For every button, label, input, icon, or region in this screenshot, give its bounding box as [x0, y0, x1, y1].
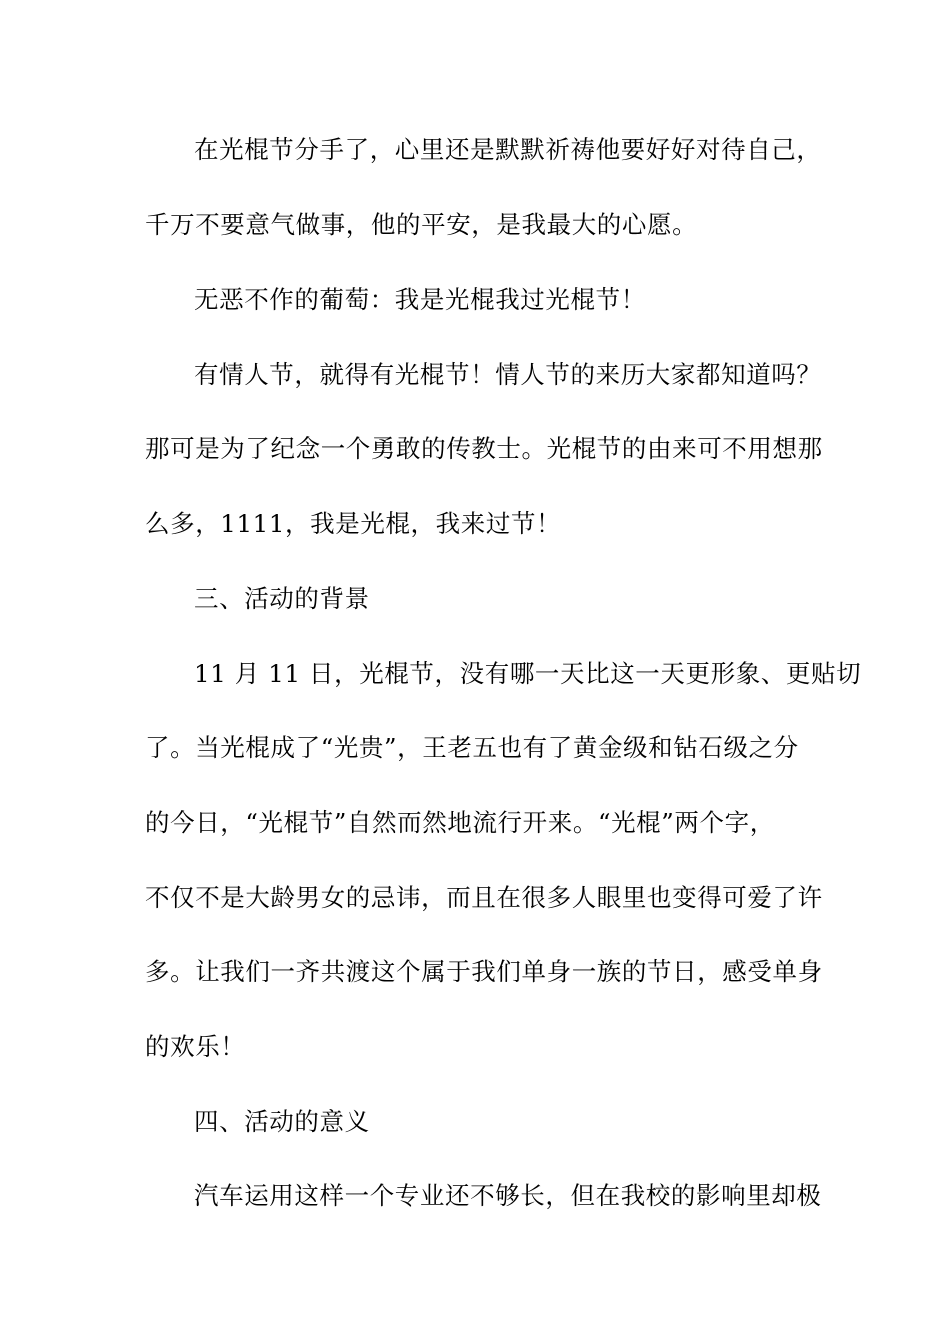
paragraph-line: 11 月 11 日，光棍节，没有哪一天比这一天更形象、更贴切: [194, 659, 862, 688]
paragraph-line: 那可是为了纪念一个勇敢的传教士。光棍节的由来可不用想那: [145, 434, 823, 463]
paragraph-line: 在光棍节分手了，心里还是默默祈祷他要好好对待自己，: [194, 135, 822, 164]
paragraph-line: 了。当光棍成了“光贵”，王老五也有了黄金级和钻石级之分: [145, 733, 799, 762]
paragraph-line: 么多，1111，我是光棍，我来过节！: [145, 509, 562, 538]
paragraph-line: 无恶不作的葡萄：我是光棍我过光棍节！: [194, 285, 646, 314]
paragraph-line: 千万不要意气做事，他的平安，是我最大的心愿。: [145, 210, 698, 239]
paragraph-line: 的今日，“光棍节”自然而然地流行开来。“光棍”两个字，: [145, 808, 775, 837]
paragraph-line: 的欢乐！: [145, 1032, 246, 1061]
section-heading: 四、活动的意义: [194, 1107, 370, 1136]
paragraph-line: 不仅不是大龄男女的忌讳，而且在很多人眼里也变得可爱了许: [145, 883, 823, 912]
section-heading: 三、活动的背景: [194, 584, 370, 613]
paragraph-line: 多。让我们一齐共渡这个属于我们单身一族的节日，感受单身: [145, 957, 823, 986]
paragraph-line: 有情人节，就得有光棍节！情人节的来历大家都知道吗？: [194, 360, 822, 389]
paragraph-line: 汽车运用这样一个专业还不够长，但在我校的影响里却极: [194, 1181, 822, 1210]
